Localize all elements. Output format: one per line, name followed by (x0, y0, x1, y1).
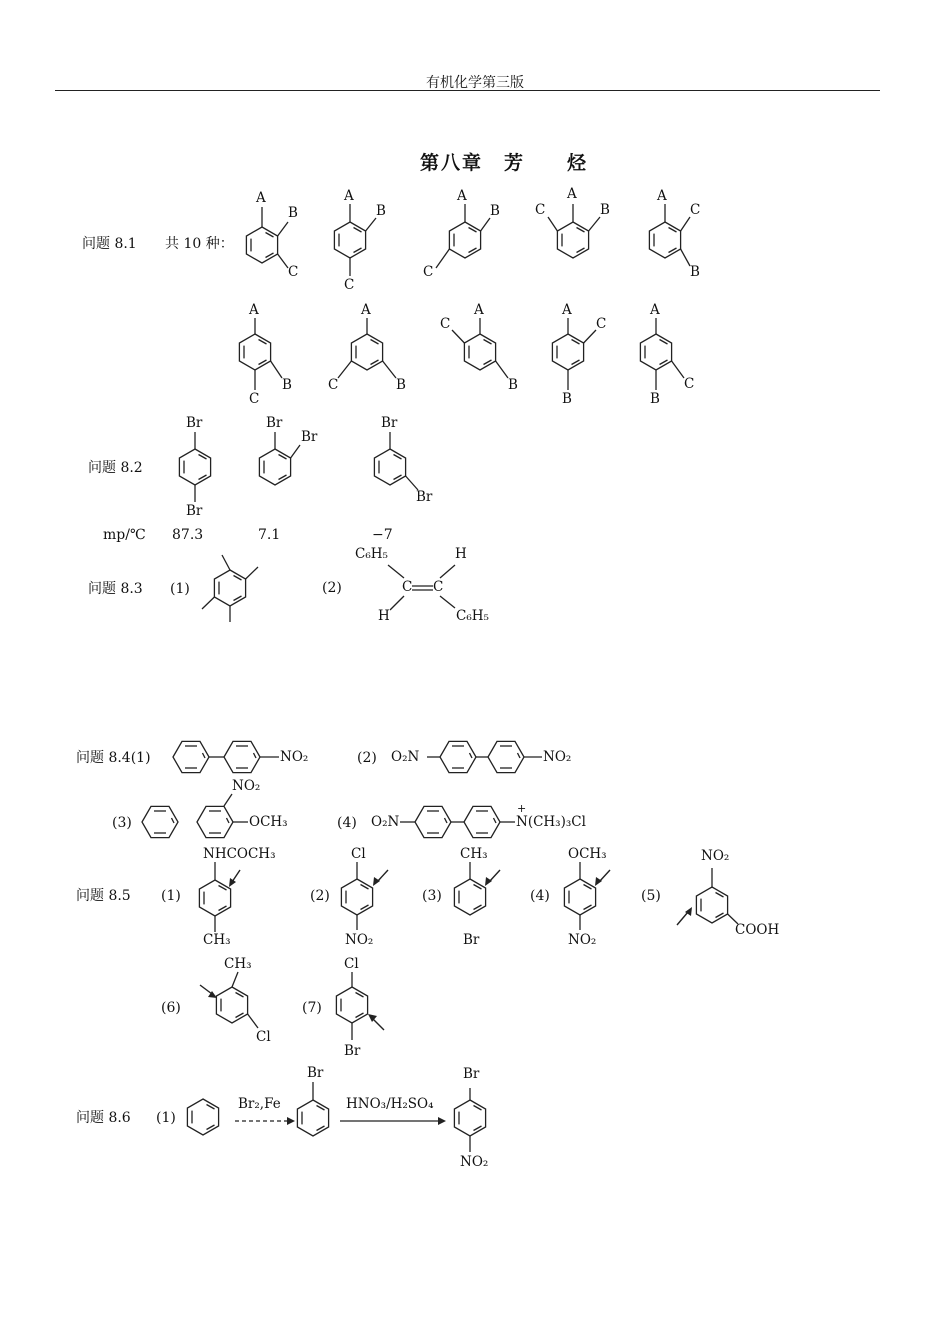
isomer-2 (334, 204, 376, 276)
isomer-2-B: B (376, 203, 386, 219)
isomer-1 (246, 207, 288, 268)
p85-1-nhcoch3: NHCOCH₃ (203, 846, 276, 862)
isomer-2-C: C (344, 277, 355, 293)
p85-3-br: Br (463, 932, 480, 948)
p85-3-ch3: CH₃ (460, 846, 488, 862)
isomer-1-B: B (288, 205, 298, 221)
isomer-7-C: C (328, 377, 339, 393)
p85-6-ch3: CH₃ (224, 956, 252, 972)
problem-8-2-label: 问题 8.2 (88, 460, 143, 476)
p86-no2: NO₂ (460, 1154, 489, 1170)
isomer-7-A: A (361, 302, 371, 318)
p86-br-1: Br (307, 1065, 324, 1081)
isomer-7-B: B (396, 377, 406, 393)
p85-4-no2: NO₂ (568, 932, 597, 948)
p86-reagent-1: Br₂,Fe (238, 1096, 281, 1112)
isomer-7 (338, 318, 396, 378)
p84-2-no2: NO₂ (543, 749, 572, 765)
problem-8-5-label: 问题 8.5 (76, 888, 131, 904)
m-dibromo-br-2: Br (416, 489, 433, 505)
isomer-3-A: A (457, 188, 467, 204)
isomer-10-A: A (650, 302, 660, 318)
isomer-6-C: C (249, 391, 260, 407)
isomer-8 (452, 318, 508, 378)
p84-n4: (4) (337, 815, 357, 831)
p86-arrow-2 (340, 1117, 446, 1125)
stilbene-c6h5-1: C₆H₅ (355, 546, 388, 562)
problem-8-4-label: 问题 8.4(1) (76, 750, 151, 766)
p83-n2: (2) (322, 580, 342, 596)
mp-meta: −7 (372, 527, 393, 543)
problem-8-3-label: 问题 8.3 (88, 581, 143, 597)
dinitrobiphenyl (427, 741, 542, 772)
stilbene-h-2: H (378, 608, 390, 624)
p85-4 (564, 862, 610, 930)
p84-4-nme3cl: N(CH₃)₃Cl (516, 814, 586, 830)
p85-2-no2: NO₂ (345, 932, 374, 948)
p86-bromobenzene (297, 1082, 328, 1136)
p85-n7: (7) (302, 1000, 322, 1016)
mp-ortho: 7.1 (258, 527, 281, 543)
isomer-4-C: C (535, 202, 546, 218)
p84-4-plus: + (517, 802, 527, 815)
p86-reagent-2: HNO₃/H₂SO₄ (346, 1096, 434, 1112)
p84-n2: (2) (357, 750, 377, 766)
p-dibromobenzene (179, 432, 210, 502)
stilbene-c-2: C (433, 579, 444, 595)
p85-6 (200, 972, 258, 1028)
chapter-title: 第八章 芳 烃 (420, 152, 589, 174)
isomer-1-C: C (288, 264, 299, 280)
m-dibromo-br-1: Br (381, 415, 398, 431)
p85-n3: (3) (422, 888, 442, 904)
p85-n6: (6) (161, 1000, 181, 1016)
isomer-5-A: A (657, 188, 667, 204)
p85-3 (454, 862, 500, 915)
p-dibromo-br-top: Br (186, 415, 203, 431)
p85-1-ch3: CH₃ (203, 932, 231, 948)
isomer-9-B: B (562, 391, 572, 407)
p84-3-no2: NO₂ (232, 778, 261, 794)
isomer-10-B: B (650, 391, 660, 407)
p85-5-cooh: COOH (735, 922, 780, 938)
isomer-8-B: B (508, 377, 518, 393)
stilbene-c-1: C (402, 579, 413, 595)
isomer-6-A: A (249, 302, 259, 318)
p85-1 (199, 862, 240, 932)
p85-2-cl: Cl (351, 846, 366, 862)
isomer-9-C: C (596, 316, 607, 332)
isomer-4-A: A (567, 186, 577, 202)
o-dibromo-br-2: Br (301, 429, 318, 445)
p85-n4: (4) (530, 888, 550, 904)
page-header: 有机化学第三版 (426, 75, 524, 91)
p85-5-no2: NO₂ (701, 848, 730, 864)
p85-6-cl: Cl (256, 1029, 271, 1045)
p86-n1: (1) (156, 1110, 176, 1126)
isomer-3 (436, 204, 490, 268)
p85-7-br: Br (344, 1043, 361, 1059)
problem-8-6-label: 问题 8.6 (76, 1110, 131, 1126)
o-dibromo-br-1: Br (266, 415, 283, 431)
p84-4-o2n: O₂N (371, 814, 400, 830)
m-dibromobenzene (374, 432, 418, 490)
mp-label: mp/℃ (103, 527, 146, 543)
mp-para: 87.3 (172, 527, 204, 543)
isomer-3-C: C (423, 264, 434, 280)
isomer-4-B: B (600, 202, 610, 218)
p85-n5: (5) (641, 888, 661, 904)
p86-benzene (187, 1099, 218, 1135)
p86-bromonitrobenzene (454, 1088, 485, 1152)
isomer-5 (649, 204, 690, 266)
p85-7-cl: Cl (344, 956, 359, 972)
isomer-8-C: C (440, 316, 451, 332)
p86-arrow-1 (235, 1117, 295, 1125)
problem-8-1-count: 共 10 种： (165, 236, 234, 252)
p86-br-2: Br (463, 1066, 480, 1082)
stilbene-h-1: H (455, 546, 467, 562)
p84-3-och3: OCH₃ (249, 814, 288, 830)
stilbene-c6h5-2: C₆H₅ (456, 608, 489, 624)
isomer-4 (548, 204, 600, 258)
problem-8-1-label: 问题 8.1 (82, 236, 137, 252)
p85-5 (677, 868, 738, 925)
isomer-9 (552, 318, 596, 390)
trimethylbenzene (202, 555, 258, 622)
p85-n1: (1) (161, 888, 181, 904)
isomer-8-A: A (474, 302, 484, 318)
p85-4-och3: OCH₃ (568, 846, 607, 862)
benzene-and-anisole (142, 794, 248, 838)
isomer-10-C: C (684, 376, 695, 392)
p-dibromo-br-bottom: Br (186, 503, 203, 519)
isomer-6 (239, 318, 282, 390)
nitro-biphenyl-ammonium (400, 806, 515, 837)
p84-2-o2n: O₂N (391, 749, 420, 765)
o-dibromobenzene (259, 432, 300, 485)
p83-n1: (1) (170, 581, 190, 597)
isomer-10 (640, 318, 684, 390)
isomer-6-B: B (282, 377, 292, 393)
p85-n2: (2) (310, 888, 330, 904)
isomer-5-C: C (690, 202, 701, 218)
isomer-1-A: A (256, 190, 266, 206)
isomer-5-B: B (690, 264, 700, 280)
p85-2 (341, 862, 388, 930)
nitrobiphenyl-1 (173, 741, 279, 772)
isomer-3-B: B (490, 203, 500, 219)
p84-n3: (3) (112, 815, 132, 831)
p84-1-no2: NO₂ (280, 749, 309, 765)
p85-7 (336, 972, 384, 1040)
cis-stilbene-bonds (388, 565, 455, 610)
isomer-2-A: A (344, 188, 354, 204)
isomer-9-A: A (562, 302, 572, 318)
